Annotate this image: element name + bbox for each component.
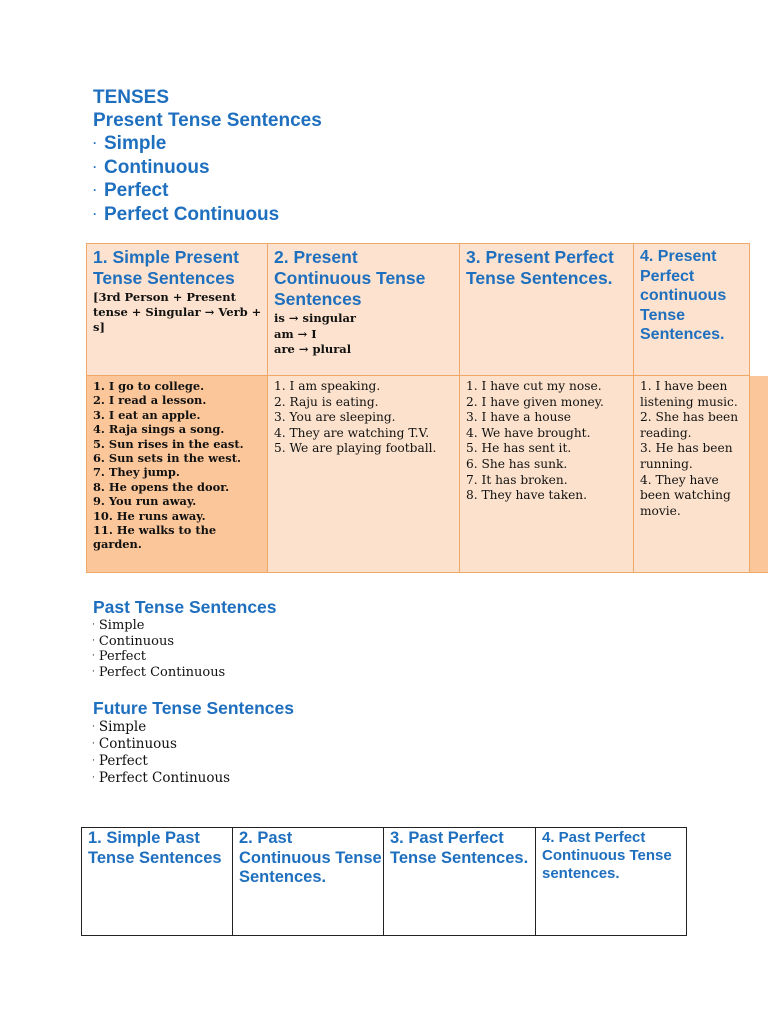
table-header-simple-present: 1. Simple Present Tense Sentences [3rd Person + Present tense + Singular → Verb + s] <box>86 243 268 376</box>
list-item: 3. He has been running. <box>640 441 733 471</box>
list-item: 6. She has sunk. <box>466 456 568 471</box>
list-item: · Continuous <box>92 736 177 752</box>
bullet-dot: · <box>93 136 97 150</box>
list-item: · Perfect Continuous <box>92 664 226 680</box>
table-cell-present-perfect <box>460 376 634 573</box>
list-item: 1. I have been listening music. <box>640 379 738 409</box>
list-item: 1. I have cut my nose. <box>466 379 602 393</box>
table-header-simple-past: 1. Simple Past Tense Sentences <box>82 828 233 935</box>
list-item: 2. She has been reading. <box>640 410 739 440</box>
past-tense-table <box>81 827 687 936</box>
list-item: · Simple <box>92 719 147 735</box>
list-item: 5. He has sent it. <box>466 441 572 456</box>
bullet-item: · Simple <box>93 133 167 154</box>
bullet-dot: · <box>93 183 97 197</box>
list-item: 7. It has broken. <box>466 472 568 487</box>
bullet-item: · Perfect <box>93 180 169 201</box>
page-subtitle: Present Tense Sentences <box>93 110 322 131</box>
table-header-past-perfect-continuous: 4. Past Perfect Continuous Tense sentences. <box>542 829 672 882</box>
list-item: 10. He runs away. <box>93 508 206 523</box>
table-header-present-perfect-continuous: 4. Present Perfect continuous Tense Sentences. <box>634 243 750 376</box>
list-item: 3. I eat an apple. <box>93 407 201 422</box>
past-list <box>92 618 225 680</box>
list-item: 9. You run away. <box>93 494 197 509</box>
list-item: · Simple <box>92 618 145 633</box>
list-item: 1. I am speaking. <box>274 379 381 393</box>
list-item: 11. He walks to the garden. <box>93 523 217 552</box>
bullet-item: · Perfect Continuous <box>93 203 280 225</box>
table-cell-simple-present <box>86 376 268 573</box>
list-item: 3. I have a house <box>466 410 571 425</box>
list-item: 3. You are sleeping. <box>274 410 396 425</box>
list-item: 2. Raju is eating. <box>274 394 379 409</box>
bullet-dot: · <box>93 206 97 221</box>
future-section-title: Future Tense Sentences <box>93 698 294 718</box>
list-item: 1. I go to college. <box>93 379 205 393</box>
past-section-title: Past Tense Sentences <box>93 597 277 617</box>
heading-block <box>93 86 322 226</box>
list-item: 7. They jump. <box>93 465 180 480</box>
list-item: 4. We have brought. <box>466 425 591 440</box>
list-item: 4. They have been watching movie. <box>640 472 731 518</box>
future-list <box>92 719 230 787</box>
table-cell-present-perfect-continuous <box>634 376 750 573</box>
table-header-present-perfect: 3. Present Perfect Tense Sentences. <box>460 243 634 376</box>
list-item: 8. They have taken. <box>466 488 588 503</box>
bullet-dot: · <box>93 159 97 174</box>
table-cell-present-continuous <box>268 376 460 573</box>
list-item: · Continuous <box>92 633 175 649</box>
list-item: 2. I have given money. <box>466 394 604 409</box>
table-header-past-perfect: 3. Past Perfect Tense Sentences. <box>384 828 536 935</box>
list-item: 2. I read a lesson. <box>93 393 207 408</box>
present-tense-table <box>86 243 768 573</box>
list-item: 8. He opens the door. <box>93 479 230 494</box>
table-header-past-continuous: 2. Past Continuous Tense Sentences. <box>233 828 384 935</box>
list-item: · Perfect <box>92 649 146 664</box>
list-item: 4. They are watching T.V. <box>274 425 430 440</box>
bullet-item: · Continuous <box>93 156 210 178</box>
list-item: 5. Sun rises in the east. <box>93 436 244 451</box>
list-item: · Perfect Continuous <box>92 770 231 786</box>
list-item: 5. We are playing football. <box>274 441 437 456</box>
list-item: · Perfect <box>92 753 148 769</box>
list-item: 6. Sun sets in the west. <box>93 451 241 466</box>
table-header-present-continuous: 2. Present Continuous Tense Sentences is → singular am → I are → plural <box>268 243 460 376</box>
page-title: TENSES <box>93 87 170 108</box>
table-cell-overflow <box>750 376 768 573</box>
list-item: 4. Raja sings a song. <box>93 422 225 437</box>
